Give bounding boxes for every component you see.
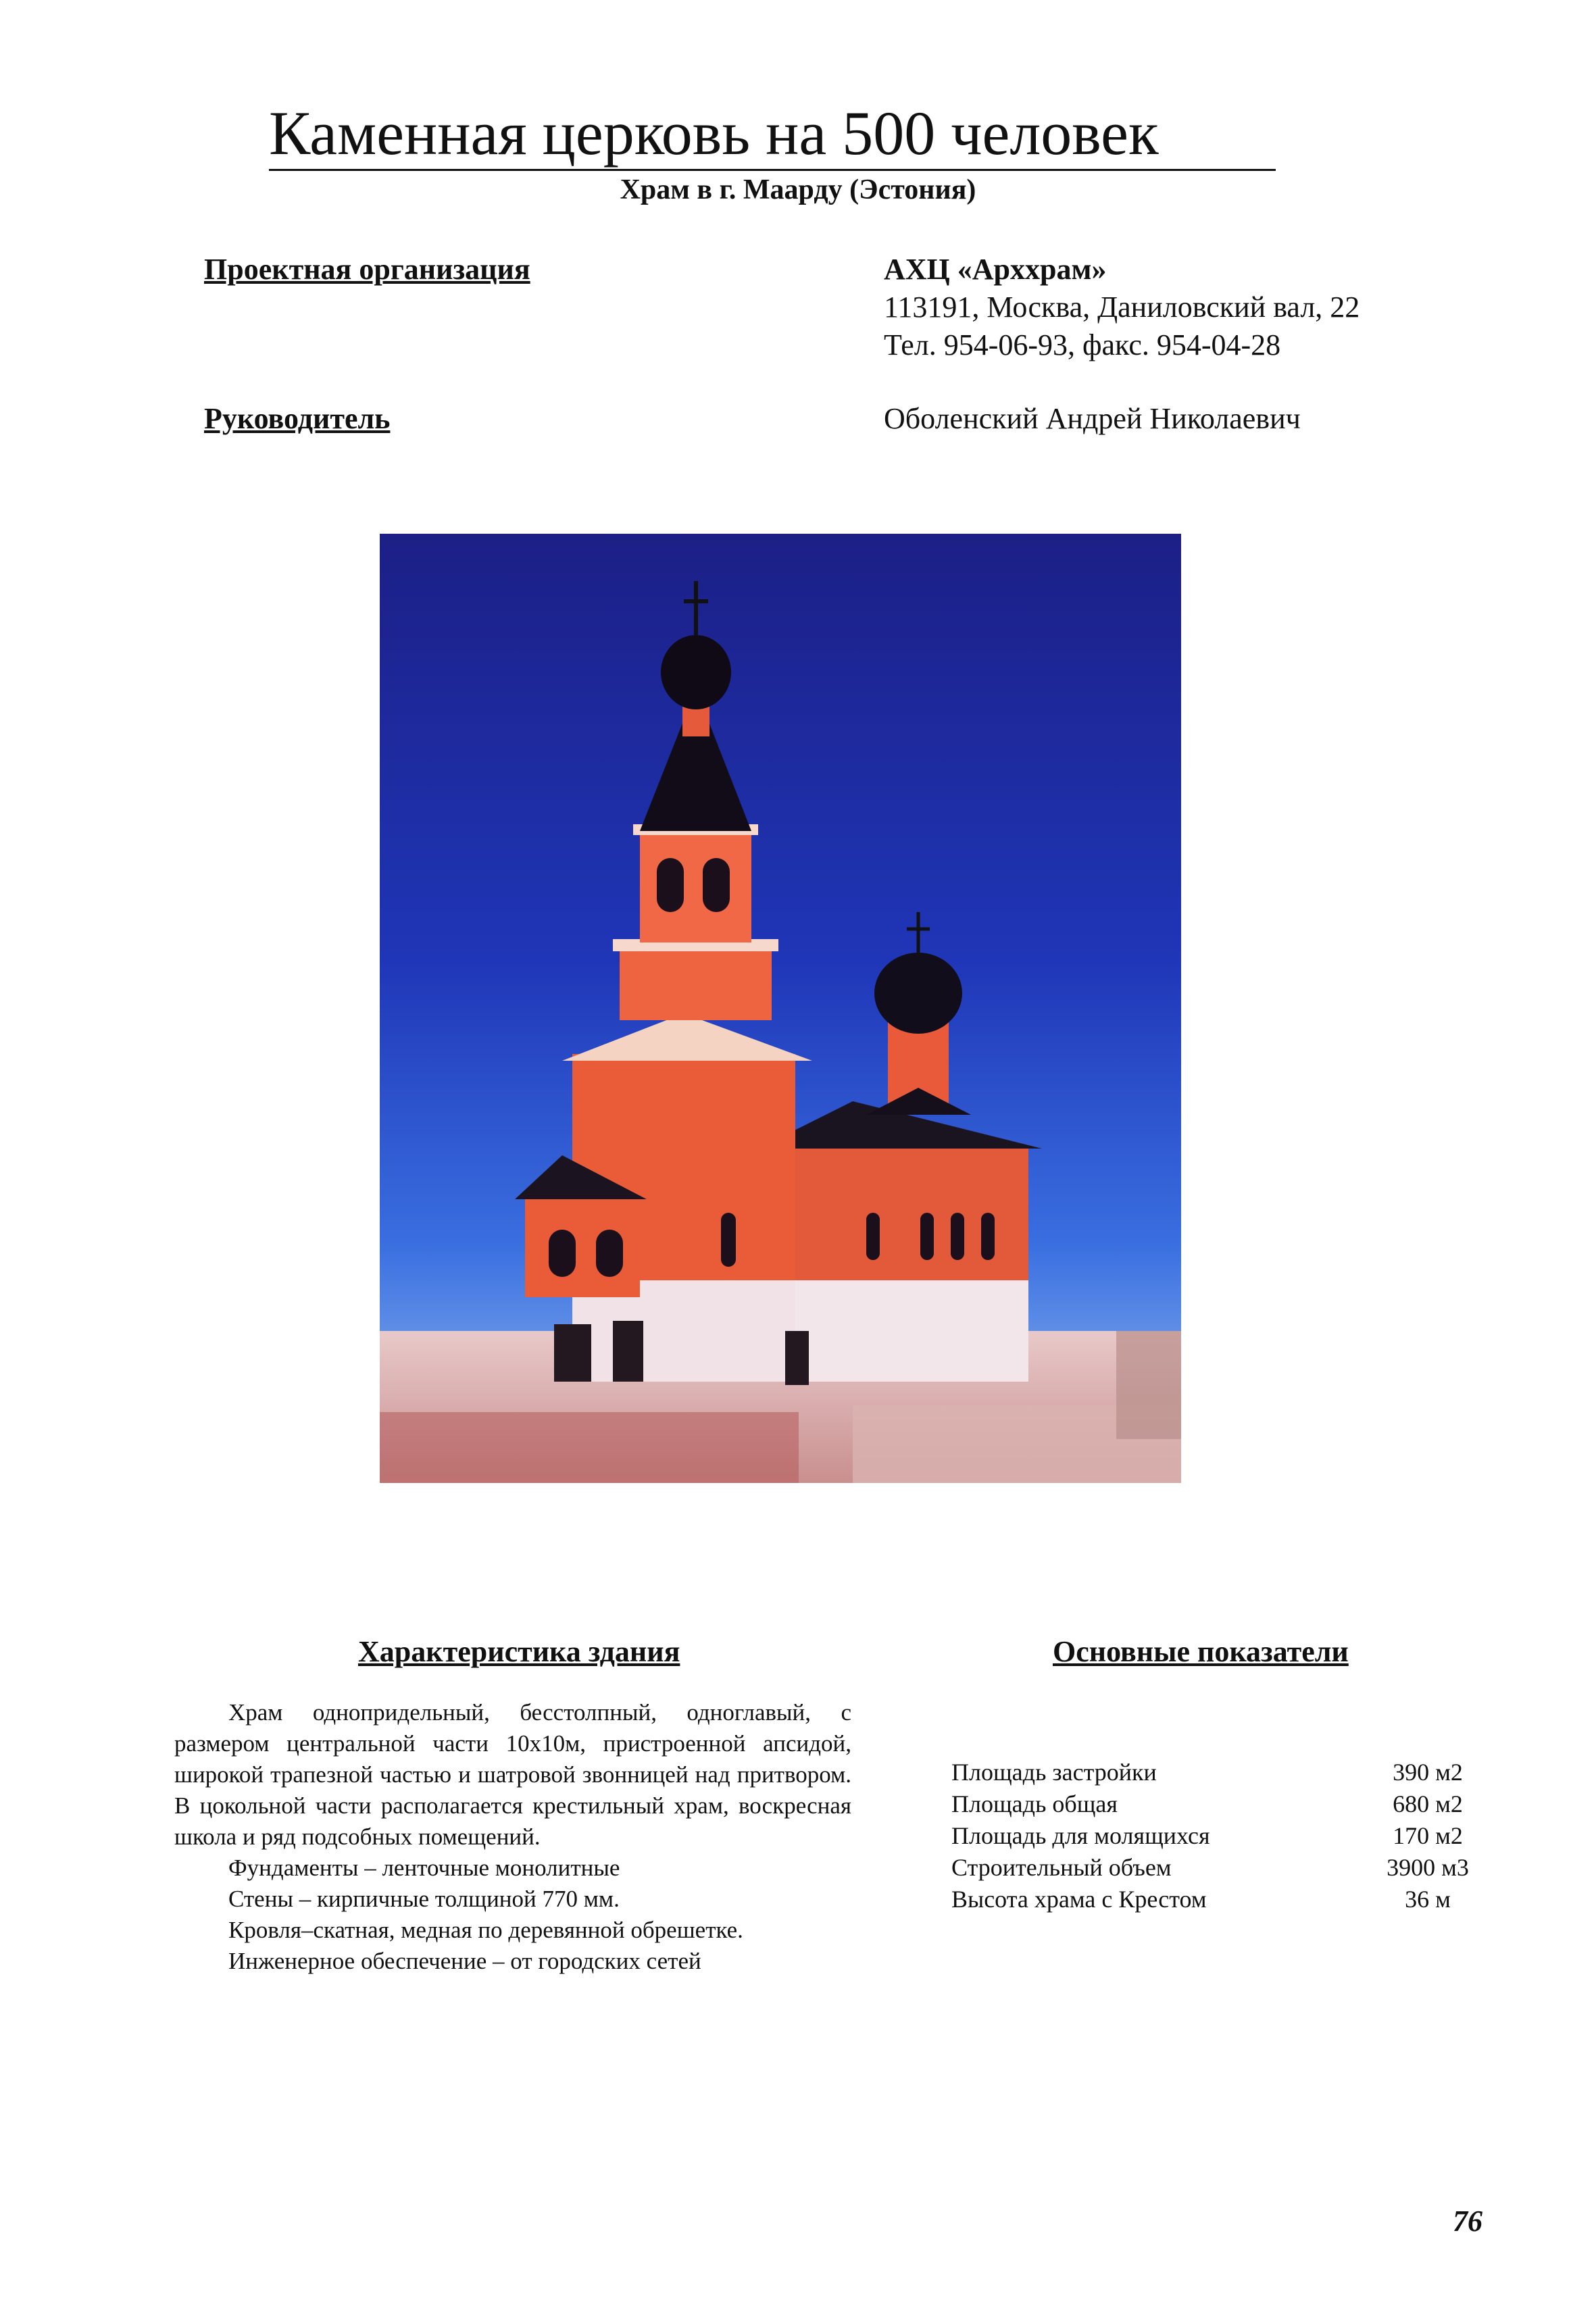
page-number: 76 [1453,2205,1482,2238]
indicator-row [951,1788,1492,1820]
indicator-name: Строительный объем [951,1854,1172,1881]
characteristics-line: Инженерное обеспечение – от городских сетей [228,1948,701,1974]
org-name: АХЦ «Арххрам» [884,253,1107,286]
indicator-value: 3900 м3 [1387,1854,1469,1881]
indicator-value: 680 м2 [1393,1790,1463,1817]
indicator-name: Площадь общая [951,1790,1118,1817]
org-phone: Тел. 954-06-93, факс. 954-04-28 [884,328,1281,361]
indicator-name: Площадь застройки [951,1759,1157,1786]
characteristics-line: Стены – кирпичные толщиной 770 мм. [228,1886,620,1912]
head-label: Руководитель [204,402,391,435]
head-name: Оболенский Андрей Николаевич [884,402,1301,435]
indicator-value: 36 м [1405,1886,1451,1913]
indicators-heading: Основные показатели [1053,1635,1349,1668]
indicator-row [951,1852,1492,1884]
indicator-row [951,1884,1492,1915]
page-subtitle: Храм в г. Маарду (Эстония) [620,174,976,205]
indicators-table [951,1757,1492,1915]
indicator-row [951,1757,1492,1788]
indicator-name: Высота храма с Крестом [951,1886,1207,1913]
indicator-value: 390 м2 [1393,1759,1463,1786]
church-photo [380,534,1181,1483]
characteristics-line: Кровля–скатная, медная по деревянной обрешетке. [228,1917,743,1943]
characteristics-line: Фундаменты – ленточные монолитные [228,1855,620,1881]
characteristics-text [174,1697,851,1977]
org-address: 113191, Москва, Даниловский вал, 22 [884,291,1360,324]
indicator-row [951,1820,1492,1852]
characteristics-heading: Характеристика здания [358,1635,680,1668]
indicator-name: Площадь для молящихся [951,1822,1210,1849]
org-label: Проектная организация [204,253,530,286]
page-title: Каменная церковь на 500 человек [269,98,1276,171]
indicator-value: 170 м2 [1393,1822,1463,1849]
characteristics-paragraph: Храм однопридельный, бесстолпный, одноглавый, с размером центральной части 10х10м, пристроенной апсидой, широкой трапезной частью и шатровой звонницей над притвором. В цокольной части располагается крестильный храм, воскресная школа и ряд подсобных помещений. [174,1699,851,1850]
